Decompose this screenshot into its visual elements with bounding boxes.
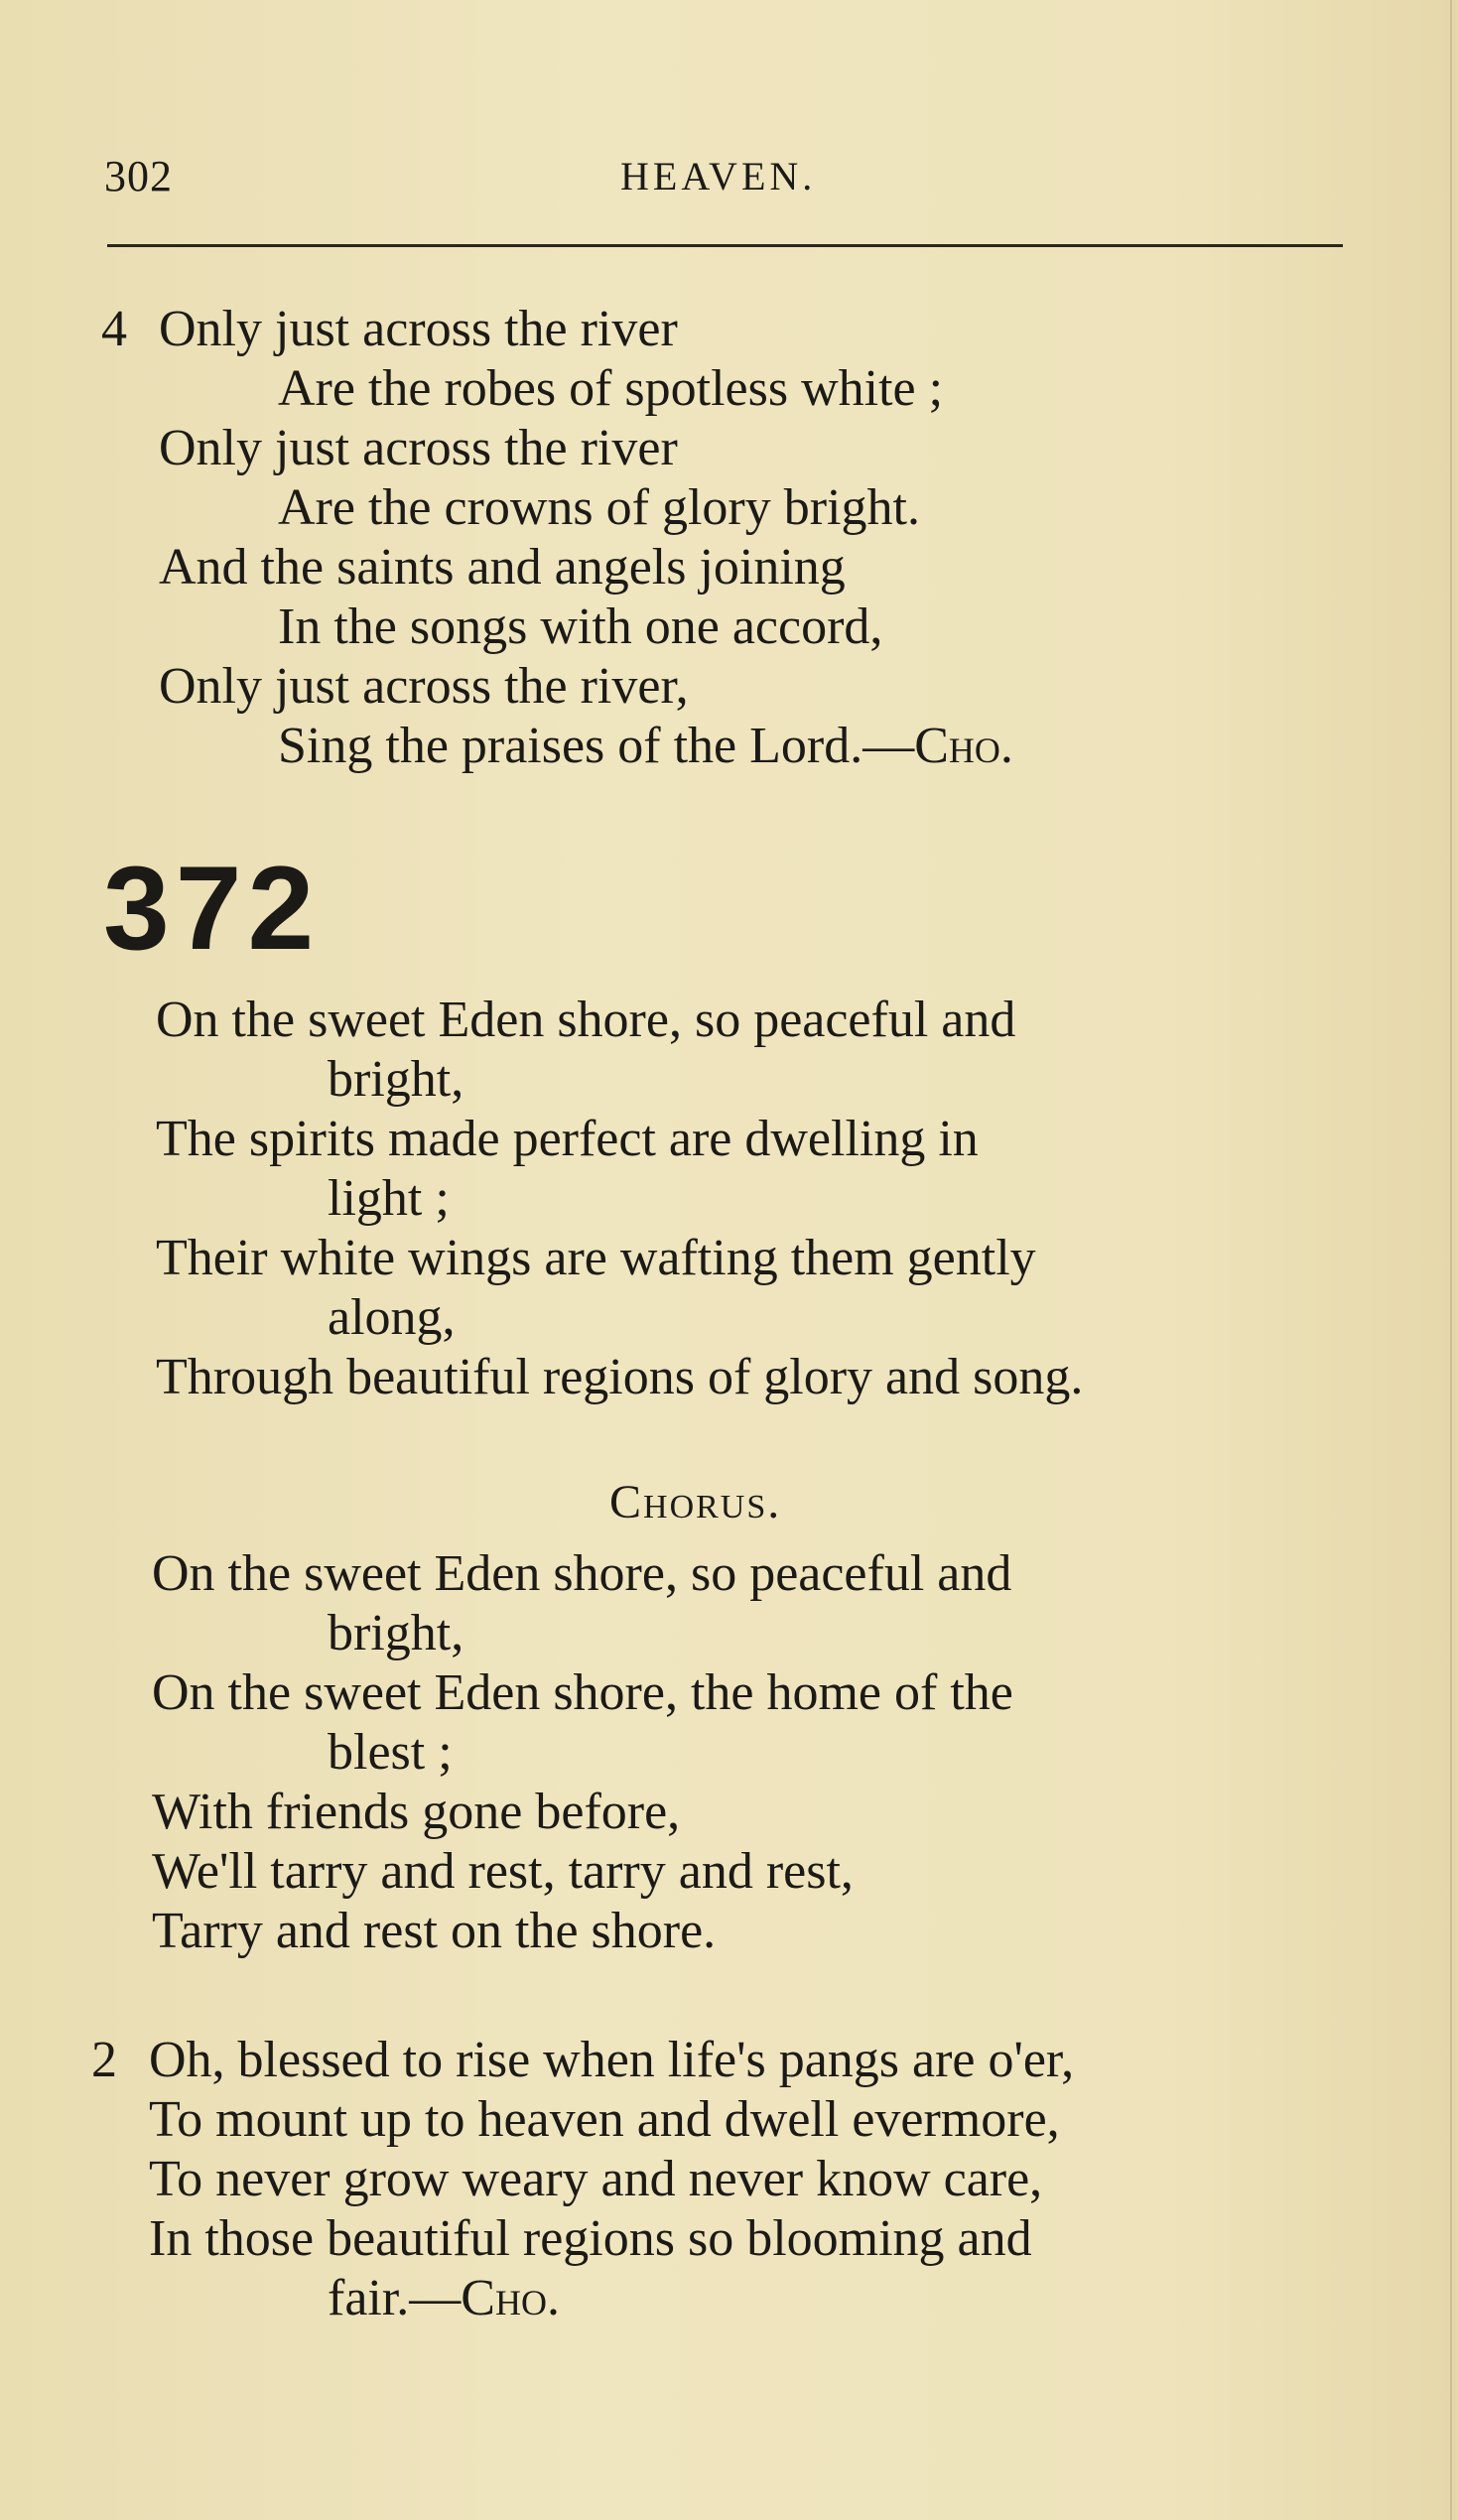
verse-line: Only just across the river — [159, 420, 678, 476]
verse-line: Are the crowns of glory bright. — [278, 479, 920, 536]
chorus-ref: Cho. — [461, 2270, 560, 2326]
header-rule — [107, 244, 1343, 247]
page-edge — [1450, 0, 1452, 2520]
verse-line: Their white wings are wafting them gently — [156, 1230, 1036, 1286]
verse-line: In those beautiful regions so blooming and — [149, 2210, 1032, 2267]
verse-line: Only just across the river — [159, 301, 678, 357]
chorus-line: On the sweet Eden shore, the home of the — [152, 1664, 1013, 1721]
verse-line: To mount up to heaven and dwell evermore, — [149, 2091, 1060, 2148]
verse-line: In the songs with one accord, — [278, 598, 883, 655]
verse-line: Are the robes of spotless white ; — [278, 360, 944, 417]
verse-line: light ; — [328, 1170, 450, 1227]
chorus-line: Tarry and rest on the shore. — [152, 1903, 717, 1959]
verse-line: bright, — [328, 1051, 464, 1108]
verse-line-text: fair.— — [328, 2270, 462, 2326]
chorus-line: On the sweet Eden shore, so peaceful and — [152, 1545, 1012, 1602]
page-header — [104, 151, 1345, 210]
chorus-line: With friends gone before, — [152, 1784, 681, 1840]
verse-line-text: Sing the praises of the Lord.— — [278, 718, 915, 774]
verse-line: To never grow weary and never know care, — [149, 2151, 1043, 2207]
verse-line — [328, 2269, 560, 2328]
stanza-number: 2 — [91, 2032, 117, 2088]
page-number: 302 — [104, 152, 173, 200]
running-head: HEAVEN. — [620, 154, 817, 199]
verse-line: Through beautiful regions of glory and song. — [156, 1349, 1084, 1405]
chorus-title: Chorus. — [609, 1476, 782, 1528]
verse-line: Only just across the river, — [159, 658, 689, 715]
stanza-number: 4 — [101, 301, 127, 357]
chorus-line: We'll tarry and rest, tarry and rest, — [152, 1843, 854, 1900]
verse-line: Oh, blessed to rise when life's pangs are o'er, — [149, 2032, 1075, 2088]
verse-line: along, — [328, 1289, 456, 1346]
chorus-line: blest ; — [328, 1724, 453, 1781]
hymn-number: 372 — [103, 842, 321, 975]
chorus-ref: Cho. — [914, 718, 1013, 774]
verse-line: And the saints and angels joining — [159, 539, 846, 596]
verse-line: The spirits made perfect are dwelling in — [156, 1111, 979, 1167]
chorus-line: bright, — [328, 1605, 464, 1661]
verse-line: On the sweet Eden shore, so peaceful and — [156, 992, 1016, 1048]
verse-line — [278, 717, 1013, 776]
